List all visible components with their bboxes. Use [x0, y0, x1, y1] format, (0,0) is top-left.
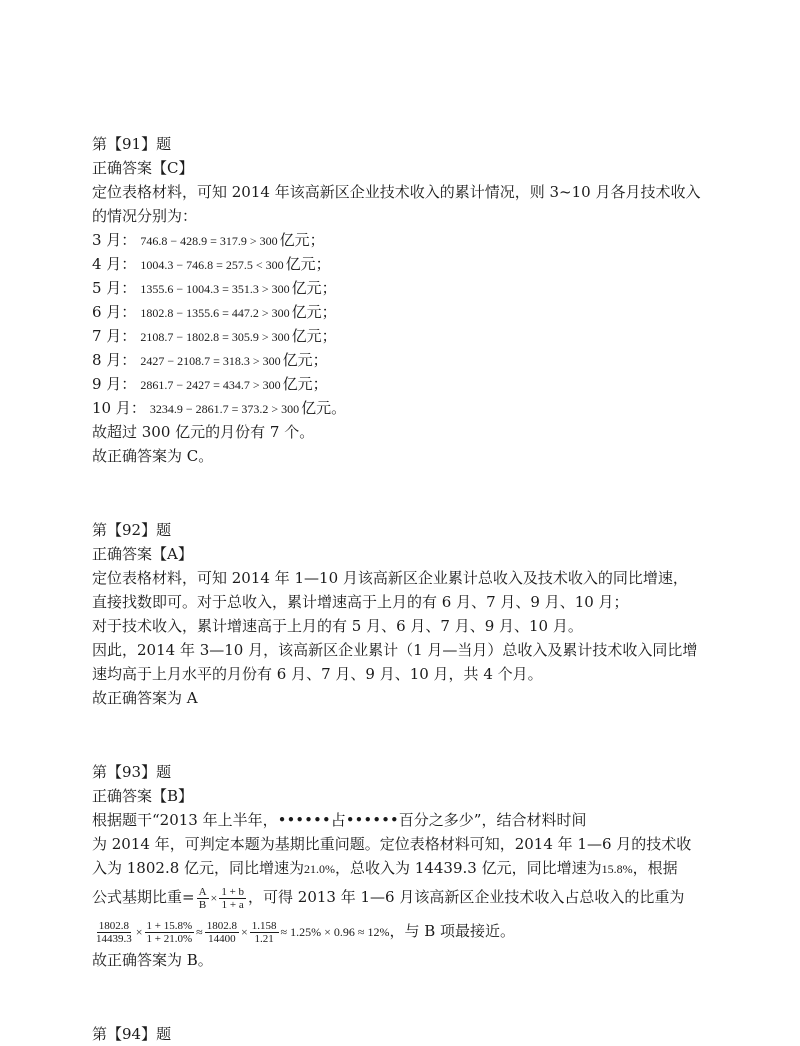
approximation: ≈ 1.25% × 0.96 ≈ 12%	[280, 925, 390, 939]
fraction-denominator: B	[198, 898, 207, 911]
month-label: 7 月：	[92, 327, 137, 345]
month-unit: 亿元；	[291, 303, 337, 321]
q93-calc-tail: ，与 B 项最接近。	[389, 922, 516, 940]
q92-heading: 第【92】题	[92, 521, 172, 539]
formula-fraction-growth	[219, 886, 246, 911]
q91-row	[92, 348, 732, 372]
fraction-numerator: 1802.8	[206, 919, 237, 932]
month-expression: 2108.7 − 1802.8 = 305.9 > 300	[140, 330, 290, 344]
fraction-denominator: 1 + 21.0%	[146, 932, 193, 945]
section-gap	[92, 710, 732, 760]
month-expression: 3234.9 − 2861.7 = 373.2 > 300	[149, 402, 300, 416]
q92-text-line: 速均高于上月水平的月份有 6 月、7 月、9 月、10 月，共 4 个月。	[92, 665, 543, 683]
month-label: 6 月：	[92, 303, 137, 321]
q92-text-line: 对于技术收入，累计增速高于上月的有 5 月、6 月、7 月、9 月、10 月。	[92, 617, 583, 635]
q91-row	[92, 396, 732, 420]
fraction-numerator: 1 + b	[221, 885, 245, 898]
month-expression: 2861.7 − 2427 = 434.7 > 300	[140, 378, 281, 392]
calc-fraction-4	[250, 920, 279, 945]
q93-text-line: 根据题干“2013 年上半年，••••••占••••••百分之多少”，结合材料时间	[92, 811, 587, 829]
q92-answer: 正确答案【A】	[92, 545, 193, 563]
month-expression: 1004.3 − 746.8 = 257.5 < 300	[140, 258, 284, 272]
q91-intro-2: 的情况分别为：	[92, 207, 198, 225]
formula-fraction-ab	[197, 886, 209, 911]
q94-heading: 第【94】题	[92, 1025, 172, 1043]
fraction-numerator: 1 + 15.8%	[146, 919, 193, 932]
month-expression: 1355.6 − 1004.3 = 351.3 > 300	[140, 282, 290, 296]
month-expression: 746.8 − 428.9 = 317.9 > 300	[140, 234, 278, 248]
month-label: 8 月：	[92, 351, 137, 369]
month-unit: 亿元；	[282, 351, 328, 369]
month-unit: 亿元。	[301, 399, 347, 417]
q93-calculation-line: $\frac{1802.8}{14439.3}$ × $\frac{1 + 15.8\%}{1 + 21.0\%}$ ≈ $\frac{1802.8}{14400}$ × $\frac{1.158}{1.21}$ ≈ 1.25% × 0.96 ≈ 12%，与 B 项最接近。	[96, 919, 516, 945]
month-label: 5 月：	[92, 279, 137, 297]
fraction-numerator: A	[198, 885, 207, 898]
q93-formula-text: ，可得 2013 年 1—6 月该高新区企业技术收入占总收入的比重为	[248, 888, 685, 906]
q93-formula-label: 公式基期比重=	[92, 888, 195, 906]
document-page	[92, 132, 732, 1046]
q91-calculation-list	[92, 228, 732, 420]
q93-line3-part: 入为 1802.8 亿元，同比增速为	[92, 859, 305, 877]
month-unit: 亿元；	[279, 231, 325, 249]
q91-row	[92, 228, 732, 252]
month-label: 9 月：	[92, 375, 137, 393]
month-label: 10 月：	[92, 399, 146, 417]
month-unit: 亿元；	[285, 255, 331, 273]
q91-conclusion: 故超过 300 亿元的月份有 7 个。	[92, 423, 315, 441]
q92-final-answer: 故正确答案为 A	[92, 689, 198, 707]
tech-growth-rate: 21.0%	[304, 862, 336, 876]
q93-final-answer: 故正确答案为 B。	[92, 951, 213, 969]
q91-row	[92, 276, 732, 300]
fraction-numerator: 1.158	[251, 919, 277, 932]
q92-text-line: 直接找数即可。对于总收入，累计增速高于上月的有 6 月、7 月、9 月、10 月；	[92, 593, 629, 611]
fraction-denominator: 1 + a	[221, 898, 244, 911]
calc-fraction-1	[94, 920, 134, 945]
q91-row	[92, 372, 732, 396]
q93-answer: 正确答案【B】	[92, 787, 194, 805]
q91-row	[92, 252, 732, 276]
q93-heading: 第【93】题	[92, 763, 172, 781]
fraction-denominator: 1.21	[254, 932, 274, 945]
month-label: 4 月：	[92, 255, 137, 273]
q92-text-line: 定位表格材料，可知 2014 年 1—10 月该高新区企业累计总收入及技术收入的同比增速，	[92, 569, 688, 587]
calc-fraction-3	[205, 920, 239, 945]
q93-line3-part: ，总收入为 14439.3 亿元，同比增速为	[335, 859, 602, 877]
month-label: 3 月：	[92, 231, 137, 249]
section-gap	[92, 468, 732, 518]
calc-fraction-2	[145, 920, 195, 945]
q93-formula-line: 公式基期比重= $\frac{A}{B}$ × $\frac{1 + b}{1 + a}$ ，可得 2013 年 1—6 月该高新区企业技术收入占总收入的比重为	[92, 885, 685, 911]
q93-text-line: 为 2014 年，可判定本题为基期比重问题。定位表格材料可知，2014 年 1—6 月的技术收	[92, 835, 692, 853]
q91-heading: 第【91】题	[92, 135, 172, 153]
fraction-denominator: 14400	[208, 932, 236, 945]
month-expression: 2427 − 2108.7 = 318.3 > 300	[140, 354, 281, 368]
month-unit: 亿元；	[282, 375, 328, 393]
q92-text-line: 因此，2014 年 3—10 月，该高新区企业累计（1 月—当月）总收入及累计技术收入同比增	[92, 641, 698, 659]
q91-final-answer: 故正确答案为 C。	[92, 447, 214, 465]
q93-text-line	[92, 856, 732, 880]
total-growth-rate: 15.8%	[601, 862, 633, 876]
q91-intro-1: 定位表格材料，可知 2014 年该高新区企业技术收入的累计情况，则 3~10 月各月技术收入	[92, 183, 701, 201]
month-expression: 1802.8 − 1355.6 = 447.2 > 300	[140, 306, 290, 320]
q91-answer: 正确答案【C】	[92, 159, 194, 177]
fraction-numerator: 1802.8	[98, 919, 129, 932]
q91-row	[92, 324, 732, 348]
q93-line3-part: ，根据	[632, 859, 678, 877]
q91-row	[92, 300, 732, 324]
section-gap	[92, 972, 732, 1022]
fraction-denominator: 14439.3	[96, 932, 132, 945]
month-unit: 亿元；	[291, 279, 337, 297]
month-unit: 亿元；	[291, 327, 337, 345]
